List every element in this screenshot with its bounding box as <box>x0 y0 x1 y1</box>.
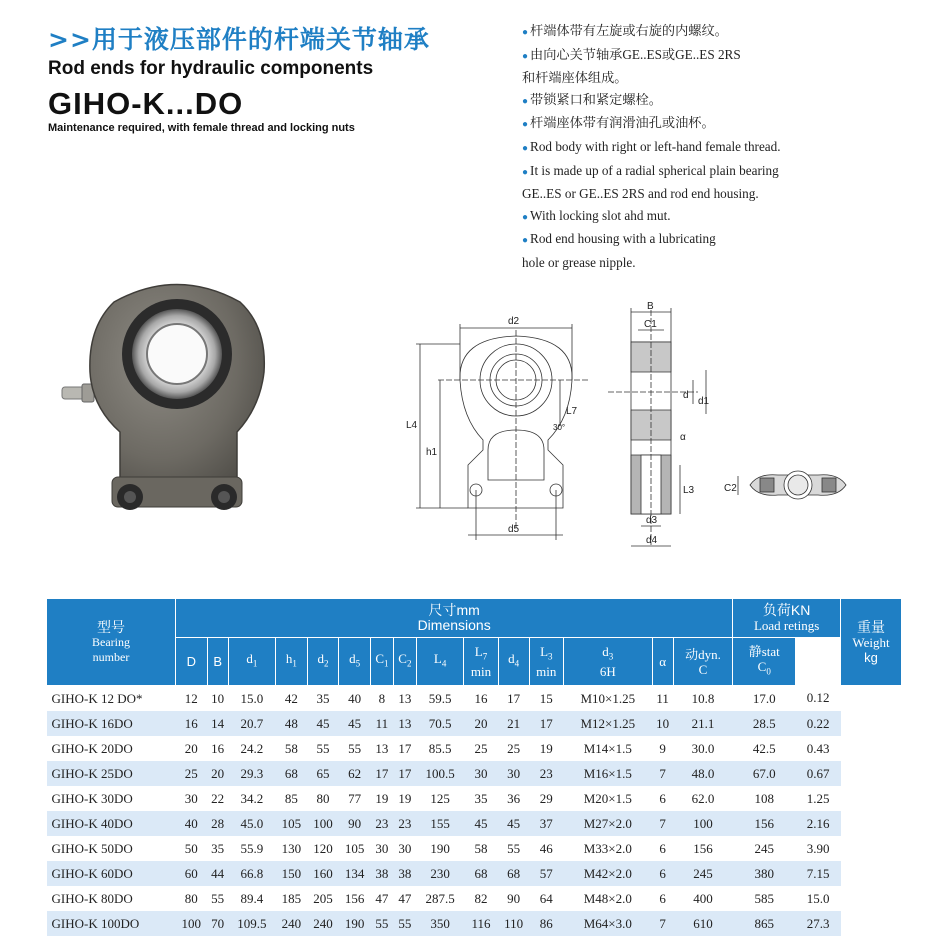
table-cell: 62 <box>339 761 371 786</box>
table-cell: 68 <box>276 761 308 786</box>
table-cell: 400 <box>673 886 733 911</box>
feature-text: 杆端座体带有润滑油孔或油杯。 <box>530 115 715 131</box>
feature-item <box>522 44 932 68</box>
table-cell: 65 <box>307 761 339 786</box>
table-cell: 47 <box>393 886 416 911</box>
table-cell: 100 <box>176 911 208 936</box>
feature-item <box>522 205 932 229</box>
col-d5: $d_5$ <box>339 638 371 686</box>
table-cell: 20 <box>176 736 208 761</box>
feature-item <box>522 20 932 44</box>
table-row <box>47 811 902 836</box>
table-cell: M27×2.0 <box>564 811 653 836</box>
table-cell: M20×1.5 <box>564 786 653 811</box>
table-cell: 6 <box>652 836 673 861</box>
table-cell: 120 <box>307 836 339 861</box>
bullet-icon: ● <box>522 166 529 178</box>
table-cell: 30.0 <box>673 736 733 761</box>
table-cell: M12×1.25 <box>564 711 653 736</box>
table-cell: 585 <box>733 886 796 911</box>
table-cell: 6 <box>652 786 673 811</box>
table-cell: 45 <box>307 711 339 736</box>
title-cn: >>用于液压部件的杆端关节轴承 <box>48 25 430 54</box>
table-cell: GIHO-K 30DO <box>47 786 176 811</box>
table-cell: 44 <box>207 861 228 886</box>
table-cell: 10.8 <box>673 686 733 712</box>
table-cell: 2.16 <box>796 811 841 836</box>
table-row <box>47 861 902 886</box>
table-cell: M14×1.5 <box>564 736 653 761</box>
feature-item <box>522 160 932 184</box>
table-cell: 245 <box>733 836 796 861</box>
section-view <box>724 471 846 499</box>
table-cell: 0.43 <box>796 736 841 761</box>
table-cell: 350 <box>416 911 463 936</box>
bullet-icon: ● <box>522 50 529 62</box>
table-cell: 20 <box>464 711 498 736</box>
table-cell: 37 <box>529 811 563 836</box>
table-cell: 19 <box>529 736 563 761</box>
table-cell: 100 <box>307 811 339 836</box>
feature-text: Rod end housing with a lubricating <box>530 231 716 247</box>
feature-item <box>522 228 932 252</box>
table-cell: GIHO-K 50DO <box>47 836 176 861</box>
bullet-icon: ● <box>522 119 529 131</box>
header-dimensions: 尺寸mm Dimensions <box>176 599 733 638</box>
table-cell: 48 <box>276 711 308 736</box>
svg-text:d5: d5 <box>508 524 520 535</box>
table-cell: 28.5 <box>733 711 796 736</box>
table-cell: 16 <box>176 711 208 736</box>
table-cell: 10 <box>652 711 673 736</box>
table-cell: 20 <box>207 761 228 786</box>
table-cell: 24.2 <box>228 736 275 761</box>
table-cell: 23 <box>393 811 416 836</box>
table-cell: 45 <box>339 711 371 736</box>
col-d4: $d_4$ <box>498 638 529 686</box>
col-dyn: 动dyn. C <box>673 638 733 686</box>
table-cell: 17.0 <box>733 686 796 712</box>
table-cell: 60 <box>176 861 208 886</box>
table-cell: 30 <box>498 761 529 786</box>
table-cell: 100 <box>673 811 733 836</box>
table-cell: 21 <box>498 711 529 736</box>
col-C1: $C_1$ <box>370 638 393 686</box>
subtitle: Maintenance required, with female thread and locking nuts <box>48 122 355 134</box>
table-cell: 30 <box>370 836 393 861</box>
table-cell: 58 <box>464 836 498 861</box>
table-cell: 47 <box>370 886 393 911</box>
table-cell: 34.2 <box>228 786 275 811</box>
header-weight: 重量 Weight kg <box>841 599 902 686</box>
col-alpha: α <box>652 638 673 686</box>
feature-item <box>522 112 932 136</box>
table-cell: 6 <box>652 861 673 886</box>
svg-text:B: B <box>647 301 654 312</box>
col-stat: 静stat $C_0$ <box>733 638 796 686</box>
table-cell: 380 <box>733 861 796 886</box>
col-d1: $d_1$ <box>228 638 275 686</box>
table-cell: 240 <box>307 911 339 936</box>
table-cell: 17 <box>370 761 393 786</box>
table-cell: 35 <box>464 786 498 811</box>
table-cell: 205 <box>307 886 339 911</box>
table-row <box>47 761 902 786</box>
table-cell: 38 <box>370 861 393 886</box>
table-cell: 35 <box>207 836 228 861</box>
svg-text:d3: d3 <box>646 515 658 526</box>
table-cell: 55 <box>393 911 416 936</box>
bullet-icon: ● <box>522 142 529 154</box>
table-cell: 55.9 <box>228 836 275 861</box>
feature-text: 带锁紧口和紧定螺栓。 <box>530 91 662 107</box>
table-cell: 14 <box>207 711 228 736</box>
svg-text:C2: C2 <box>724 483 737 494</box>
table-cell: GIHO-K 12 DO* <box>47 686 176 712</box>
table-cell: 17 <box>498 686 529 712</box>
feature-text-cont: hole or grease nipple. <box>522 254 636 270</box>
table-cell: 80 <box>176 886 208 911</box>
table-cell: 134 <box>339 861 371 886</box>
col-L7: $L_7$ min <box>464 638 498 686</box>
table-row <box>47 886 902 911</box>
table-cell: 46 <box>529 836 563 861</box>
table-cell: 15 <box>529 686 563 712</box>
bullet-icon: ● <box>522 95 529 107</box>
bullet-icon: ● <box>522 211 529 223</box>
table-row <box>47 911 902 936</box>
table-cell: 100.5 <box>416 761 463 786</box>
col-L4: $L_4$ <box>416 638 463 686</box>
feature-text: With locking slot ahd mut. <box>530 207 671 223</box>
table-cell: 55 <box>370 911 393 936</box>
svg-text:d1: d1 <box>698 396 710 407</box>
table-cell: 67.0 <box>733 761 796 786</box>
model-name: GIHO-K...DO <box>48 86 244 121</box>
table-cell: 0.22 <box>796 711 841 736</box>
svg-text:L3: L3 <box>683 485 695 496</box>
table-cell: 89.4 <box>228 886 275 911</box>
table-cell: 59.5 <box>416 686 463 712</box>
feature-text-cont: 和杆端座体组成。 <box>522 70 628 86</box>
table-cell: 125 <box>416 786 463 811</box>
table-cell: 156 <box>733 811 796 836</box>
table-cell: 40 <box>339 686 371 712</box>
table-cell: 64 <box>529 886 563 911</box>
rod-end-photo <box>52 272 302 542</box>
technical-drawing <box>398 300 878 562</box>
table-cell: 185 <box>276 886 308 911</box>
table-cell: 865 <box>733 911 796 936</box>
table-row <box>47 736 902 761</box>
table-cell: 160 <box>307 861 339 886</box>
table-cell: GIHO-K 80DO <box>47 886 176 911</box>
table-cell: GIHO-K 60DO <box>47 861 176 886</box>
table-cell: 86 <box>529 911 563 936</box>
table-cell: 17 <box>393 761 416 786</box>
table-cell: 68 <box>464 861 498 886</box>
table-cell: 42 <box>276 686 308 712</box>
svg-text:d4: d4 <box>646 535 658 546</box>
table-cell: 90 <box>339 811 371 836</box>
table-cell: 156 <box>339 886 371 911</box>
table-cell: 110 <box>498 911 529 936</box>
table-cell: M33×2.0 <box>564 836 653 861</box>
table-cell: 8 <box>370 686 393 712</box>
table-cell: 610 <box>673 911 733 936</box>
table-cell: 105 <box>339 836 371 861</box>
table-cell: 245 <box>673 861 733 886</box>
table-cell: 11 <box>652 686 673 712</box>
table-cell: 7 <box>652 811 673 836</box>
table-cell: 36 <box>498 786 529 811</box>
table-cell: 155 <box>416 811 463 836</box>
table-cell: 17 <box>393 736 416 761</box>
table-cell: 58 <box>276 736 308 761</box>
col-L3: $L_3$ min <box>529 638 563 686</box>
table-row <box>47 711 902 736</box>
table-cell: 70 <box>207 911 228 936</box>
table-cell: 116 <box>464 911 498 936</box>
table-cell: 80 <box>307 786 339 811</box>
table-cell: 19 <box>370 786 393 811</box>
table-cell: 3.90 <box>796 836 841 861</box>
table-cell: 23 <box>529 761 563 786</box>
table-cell: 42.5 <box>733 736 796 761</box>
front-view <box>406 316 588 540</box>
svg-text:d: d <box>683 390 689 401</box>
table-cell: 13 <box>393 686 416 712</box>
table-cell: 30 <box>464 761 498 786</box>
table-cell: 66.8 <box>228 861 275 886</box>
table-cell: 109.5 <box>228 911 275 936</box>
table-cell: 29.3 <box>228 761 275 786</box>
table-cell: 40 <box>176 811 208 836</box>
table-cell: 15.0 <box>796 886 841 911</box>
table-cell: 13 <box>393 711 416 736</box>
table-cell: 85 <box>276 786 308 811</box>
feature-text: It is made up of a radial spherical plain bearing <box>530 162 779 178</box>
bullet-icon: ● <box>522 27 529 38</box>
table-cell: 27.3 <box>796 911 841 936</box>
header-load: 负荷KN Load retings <box>733 599 841 638</box>
table-cell: 38 <box>393 861 416 886</box>
feature-list <box>522 20 932 274</box>
table-cell: 287.5 <box>416 886 463 911</box>
table-cell: 7 <box>652 761 673 786</box>
table-cell: 30 <box>393 836 416 861</box>
table-cell: M48×2.0 <box>564 886 653 911</box>
table-cell: M42×2.0 <box>564 861 653 886</box>
feature-text: 由向心关节轴承GE..ES或GE..ES 2RS <box>530 46 741 62</box>
table-cell: M64×3.0 <box>564 911 653 936</box>
table-cell: GIHO-K 100DO <box>47 911 176 936</box>
table-cell: 240 <box>276 911 308 936</box>
table-cell: 20.7 <box>228 711 275 736</box>
table-cell: 68 <box>498 861 529 886</box>
col-d2: $d_2$ <box>307 638 339 686</box>
table-cell: 28 <box>207 811 228 836</box>
table-cell: 130 <box>276 836 308 861</box>
side-view <box>608 301 710 546</box>
table-cell: 190 <box>339 911 371 936</box>
table-cell: 22 <box>207 786 228 811</box>
table-cell: M10×1.25 <box>564 686 653 712</box>
feature-text: Rod body with right or left-hand female thread. <box>530 138 781 154</box>
table-row <box>47 786 902 811</box>
table-cell: 45.0 <box>228 811 275 836</box>
feature-item <box>522 136 932 160</box>
table-cell: GIHO-K 25DO <box>47 761 176 786</box>
table-cell: M16×1.5 <box>564 761 653 786</box>
table-cell: 55 <box>498 836 529 861</box>
feature-item <box>522 89 932 113</box>
table-cell: 29 <box>529 786 563 811</box>
table-cell: 45 <box>464 811 498 836</box>
table-cell: 45 <box>498 811 529 836</box>
table-cell: 30 <box>176 786 208 811</box>
table-cell: 82 <box>464 886 498 911</box>
table-cell: GIHO-K 16DO <box>47 711 176 736</box>
svg-text:α: α <box>680 432 686 443</box>
table-cell: 57 <box>529 861 563 886</box>
table-cell: 1.25 <box>796 786 841 811</box>
table-cell: 7.15 <box>796 861 841 886</box>
col-B: B <box>207 638 228 686</box>
svg-text:C1: C1 <box>644 319 657 330</box>
feature-text: 杆端体带有左旋或右旋的内螺纹。 <box>530 23 728 38</box>
table-cell: 55 <box>339 736 371 761</box>
table-cell: 0.67 <box>796 761 841 786</box>
table-cell: 190 <box>416 836 463 861</box>
table-cell: 10 <box>207 686 228 712</box>
table-cell: 55 <box>207 886 228 911</box>
table-cell: 11 <box>370 711 393 736</box>
svg-text:L7: L7 <box>566 406 578 417</box>
table-cell: 105 <box>276 811 308 836</box>
table-cell: 62.0 <box>673 786 733 811</box>
table-cell: 0.12 <box>796 686 841 712</box>
table-cell: 70.5 <box>416 711 463 736</box>
table-cell: 6 <box>652 886 673 911</box>
table-cell: 16 <box>207 736 228 761</box>
table-cell: 25 <box>176 761 208 786</box>
table-cell: 21.1 <box>673 711 733 736</box>
col-d3: $d_3$ 6H <box>564 638 653 686</box>
table-cell: 7 <box>652 911 673 936</box>
table-cell: 156 <box>673 836 733 861</box>
table-cell: 15.0 <box>228 686 275 712</box>
table-cell: GIHO-K 20DO <box>47 736 176 761</box>
svg-text:h1: h1 <box>426 447 438 458</box>
table-cell: 77 <box>339 786 371 811</box>
spec-table <box>46 598 902 936</box>
col-h1: $h_1$ <box>276 638 308 686</box>
table-cell: 9 <box>652 736 673 761</box>
title-en: Rod ends for hydraulic components <box>48 58 374 79</box>
table-cell: 23 <box>370 811 393 836</box>
table-cell: 90 <box>498 886 529 911</box>
table-row <box>47 836 902 861</box>
table-cell: 48.0 <box>673 761 733 786</box>
table-cell: 19 <box>393 786 416 811</box>
table-cell: 25 <box>464 736 498 761</box>
table-cell: 50 <box>176 836 208 861</box>
svg-text:d2: d2 <box>508 316 520 327</box>
table-cell: 35 <box>307 686 339 712</box>
table-cell: 55 <box>307 736 339 761</box>
feature-text-cont: GE..ES or GE..ES 2RS and rod end housing. <box>522 186 759 202</box>
table-row <box>47 686 902 712</box>
table-cell: 230 <box>416 861 463 886</box>
svg-text:30°: 30° <box>553 423 566 432</box>
table-cell: 150 <box>276 861 308 886</box>
table-cell: 16 <box>464 686 498 712</box>
table-cell: 17 <box>529 711 563 736</box>
bullet-icon: ● <box>522 235 529 247</box>
col-C2: $C_2$ <box>393 638 416 686</box>
table-cell: 85.5 <box>416 736 463 761</box>
table-cell: 13 <box>370 736 393 761</box>
table-cell: GIHO-K 40DO <box>47 811 176 836</box>
col-D: D <box>176 638 208 686</box>
header-bearing: 型号 Bearing number <box>47 599 176 686</box>
table-cell: 108 <box>733 786 796 811</box>
table-cell: 12 <box>176 686 208 712</box>
table-cell: 25 <box>498 736 529 761</box>
svg-text:L4: L4 <box>406 420 418 431</box>
